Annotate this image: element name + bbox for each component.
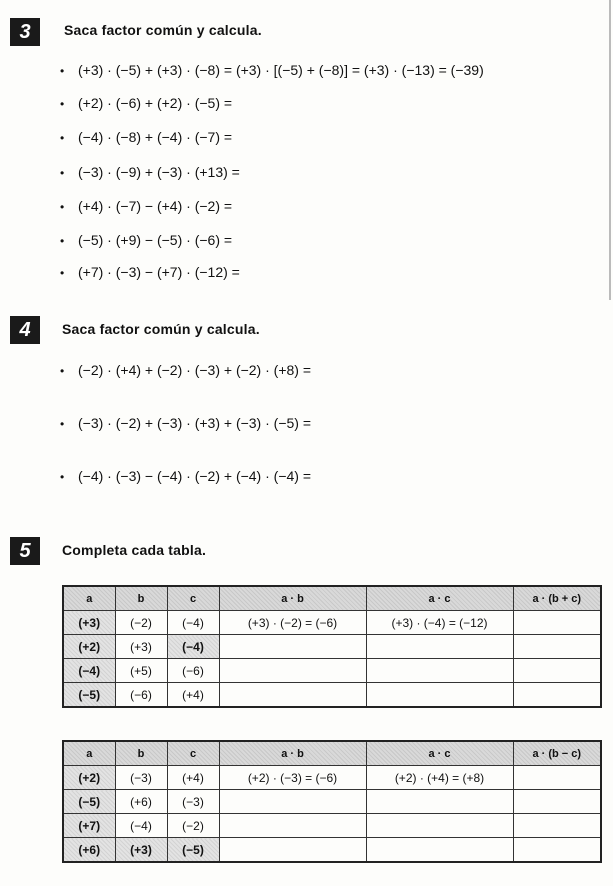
answer-cell[interactable]: [219, 790, 366, 814]
page-edge-line: [609, 0, 611, 300]
bullet-icon: •: [60, 266, 65, 280]
exercise-text: (+4) · (−7) − (+4) · (−2) =: [78, 198, 233, 214]
answer-cell[interactable]: [219, 659, 366, 683]
exercise-text: (−2) · (+4) + (−2) · (−3) + (−2) · (+8) =: [78, 362, 312, 378]
table-row: [63, 838, 601, 863]
value-cell: (−2): [167, 814, 219, 838]
header-cell: c: [167, 741, 219, 766]
bullet-icon: •: [60, 64, 65, 78]
answer-cell[interactable]: [513, 635, 601, 659]
bullet-icon: •: [60, 131, 65, 145]
bullet-icon: •: [60, 97, 65, 111]
exercise-text: (+3) · (−5) + (+3) · (−8) = (+3) · [(−5) + (−8)] = (+3) · (−13) = (−39): [78, 62, 484, 78]
value-cell: (+3): [115, 838, 167, 863]
answer-cell[interactable]: [513, 790, 601, 814]
answer-cell[interactable]: [219, 635, 366, 659]
value-cell: (+2): [63, 635, 115, 659]
header-cell: a: [63, 586, 115, 611]
exercise-number-badge: 4: [10, 316, 40, 344]
answer-cell: (+2) · (+4) = (+8): [366, 766, 513, 790]
table-header-row: [63, 586, 601, 611]
table-row: [63, 683, 601, 708]
value-cell: (+5): [115, 659, 167, 683]
header-cell: a · c: [366, 741, 513, 766]
exercise-item: [60, 198, 232, 214]
answer-cell[interactable]: [219, 814, 366, 838]
bullet-icon: •: [60, 234, 65, 248]
value-cell: (−5): [63, 790, 115, 814]
header-cell: a · b: [219, 741, 366, 766]
value-cell: (−2): [115, 611, 167, 635]
exercise-item: [60, 129, 232, 145]
section-title: Completa cada tabla.: [62, 542, 207, 558]
value-cell: (+7): [63, 814, 115, 838]
section-title: Saca factor común y calcula.: [64, 22, 262, 38]
bullet-icon: •: [60, 470, 65, 484]
header-cell: a · b: [219, 586, 366, 611]
answer-cell[interactable]: [513, 659, 601, 683]
exercise-item: [60, 95, 232, 111]
exercise-item: [60, 468, 311, 484]
value-cell: (−5): [63, 683, 115, 708]
answer-cell[interactable]: [366, 659, 513, 683]
answer-cell[interactable]: [366, 683, 513, 708]
exercise-item: [60, 362, 311, 378]
answer-cell[interactable]: [366, 814, 513, 838]
exercise-number-badge: 5: [10, 537, 40, 565]
answer-cell[interactable]: [366, 635, 513, 659]
answer-cell[interactable]: [513, 814, 601, 838]
bullet-icon: •: [60, 364, 65, 378]
header-cell: c: [167, 586, 219, 611]
table-row: [63, 659, 601, 683]
table-header-row: [63, 741, 601, 766]
value-cell: (−6): [167, 659, 219, 683]
exercise-text: (−3) · (−2) + (−3) · (+3) + (−3) · (−5) =: [78, 415, 312, 431]
answer-cell: (+3) · (−4) = (−12): [366, 611, 513, 635]
header-cell: b: [115, 741, 167, 766]
value-cell: (−3): [115, 766, 167, 790]
header-cell: a: [63, 741, 115, 766]
value-cell: (−4): [115, 814, 167, 838]
bullet-icon: •: [60, 200, 65, 214]
exercise-text: (−3) · (−9) + (−3) · (+13) =: [78, 164, 240, 180]
bullet-icon: •: [60, 417, 65, 431]
header-cell: a · c: [366, 586, 513, 611]
exercise-item: [60, 62, 484, 78]
exercise-item: [60, 264, 240, 280]
value-cell: (+3): [115, 635, 167, 659]
answer-cell[interactable]: [513, 611, 601, 635]
exercise-number-badge: 3: [10, 18, 40, 46]
exercise-item: [60, 415, 311, 431]
value-cell: (−3): [167, 790, 219, 814]
value-cell: (+3): [63, 611, 115, 635]
value-cell: (+4): [167, 766, 219, 790]
answer-cell[interactable]: [513, 838, 601, 863]
table-row: [63, 611, 601, 635]
exercise-text: (+2) · (−6) + (+2) · (−5) =: [78, 95, 233, 111]
exercise-item: [60, 164, 240, 180]
answer-cell[interactable]: [219, 838, 366, 863]
header-cell: a · (b + c): [513, 586, 601, 611]
answer-cell: (+2) · (−3) = (−6): [219, 766, 366, 790]
table-multiplication-sum: [62, 585, 602, 708]
value-cell: (−4): [167, 611, 219, 635]
answer-cell[interactable]: [366, 790, 513, 814]
answer-cell[interactable]: [513, 766, 601, 790]
table-row: [63, 814, 601, 838]
table-row: [63, 790, 601, 814]
table-row: [63, 766, 601, 790]
value-cell: (+4): [167, 683, 219, 708]
answer-cell[interactable]: [219, 683, 366, 708]
table-multiplication-difference: [62, 740, 602, 863]
exercise-text: (−5) · (+9) − (−5) · (−6) =: [78, 232, 233, 248]
value-cell: (−4): [167, 635, 219, 659]
answer-cell[interactable]: [366, 838, 513, 863]
exercise-text: (−4) · (−8) + (−4) · (−7) =: [78, 129, 233, 145]
value-cell: (+6): [115, 790, 167, 814]
header-cell: a · (b − c): [513, 741, 601, 766]
value-cell: (−5): [167, 838, 219, 863]
value-cell: (−6): [115, 683, 167, 708]
header-cell: b: [115, 586, 167, 611]
section-title: Saca factor común y calcula.: [62, 321, 260, 337]
answer-cell[interactable]: [513, 683, 601, 708]
answer-cell: (+3) · (−2) = (−6): [219, 611, 366, 635]
bullet-icon: •: [60, 166, 65, 180]
value-cell: (+2): [63, 766, 115, 790]
table-row: [63, 635, 601, 659]
exercise-item: [60, 232, 232, 248]
value-cell: (+6): [63, 838, 115, 863]
exercise-text: (−4) · (−3) − (−4) · (−2) + (−4) · (−4) =: [78, 468, 312, 484]
value-cell: (−4): [63, 659, 115, 683]
exercise-text: (+7) · (−3) − (+7) · (−12) =: [78, 264, 240, 280]
